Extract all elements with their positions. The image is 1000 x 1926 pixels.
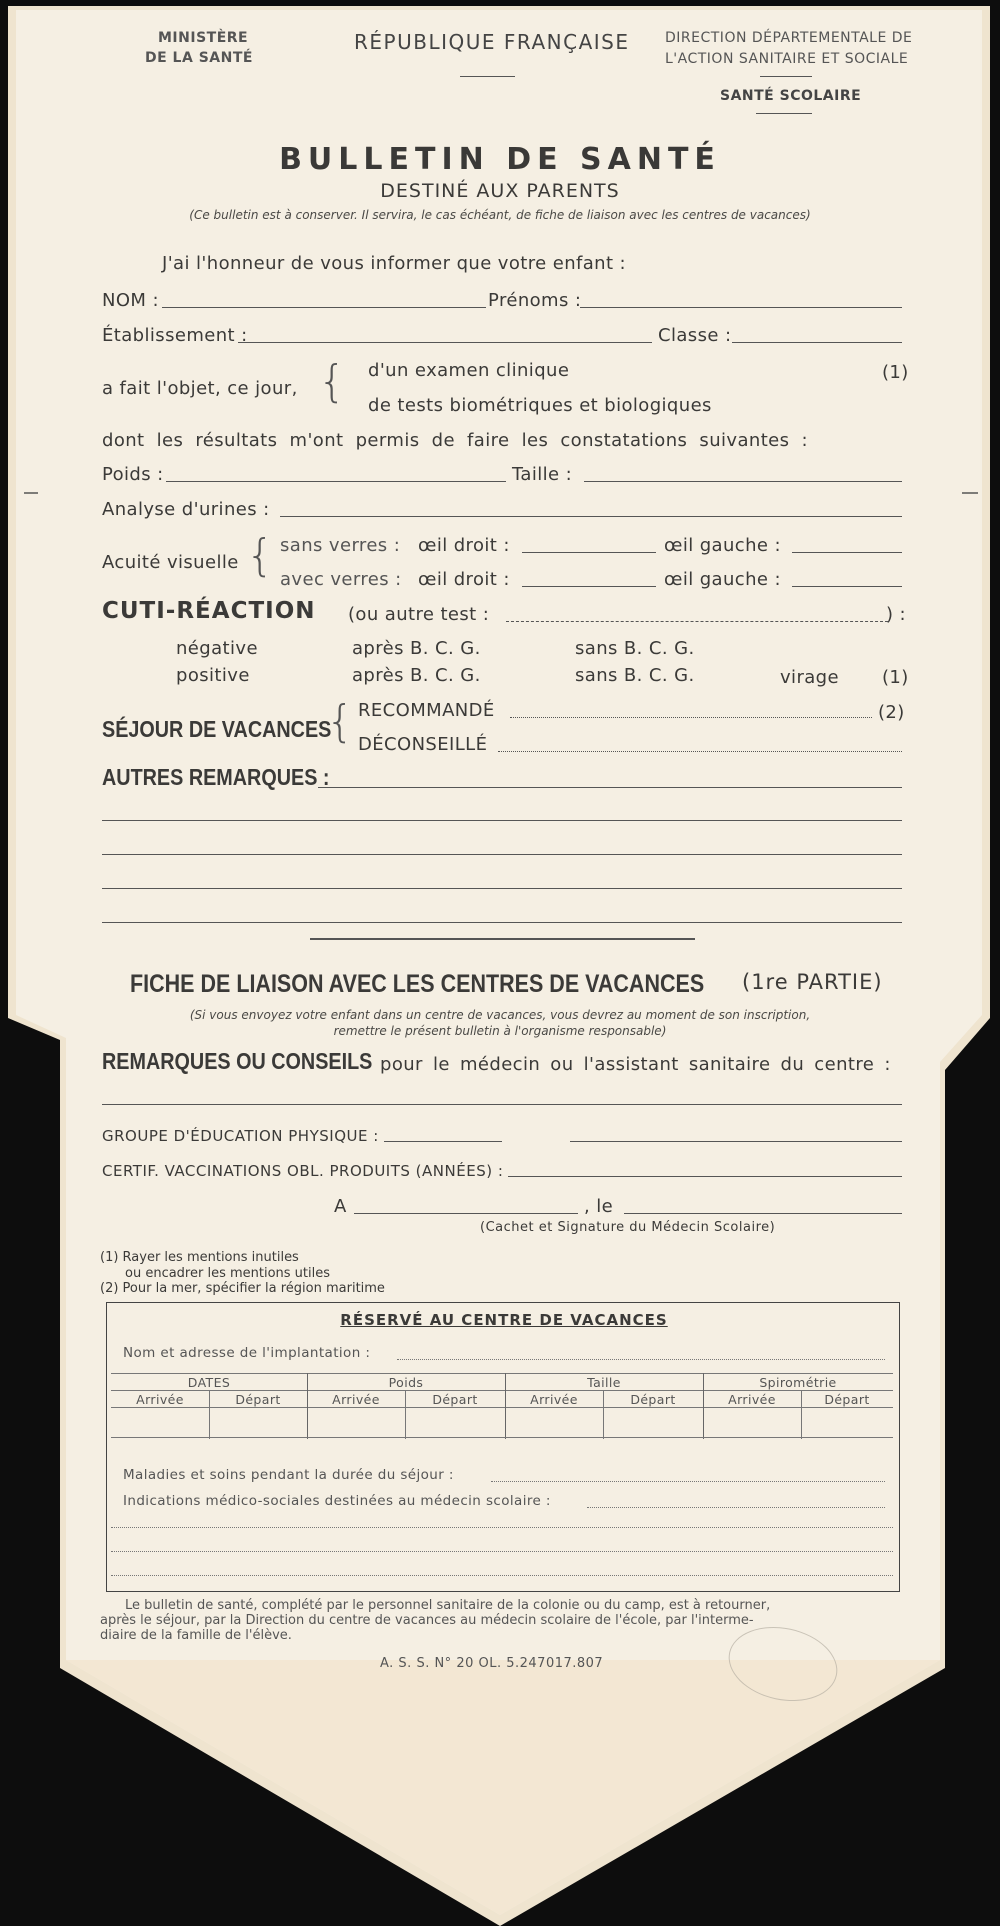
- republic-label: RÉPUBLIQUE FRANÇAISE: [354, 30, 630, 54]
- positive-apres-bcg: après B. C. G.: [352, 665, 481, 686]
- service-rule: [756, 113, 812, 114]
- intro-text: J'ai l'honneur de vous informer que votre enfant :: [162, 253, 627, 274]
- autre-test-close: ) :: [886, 604, 907, 625]
- le-label: , le: [584, 1196, 614, 1217]
- autres-field-1[interactable]: [318, 787, 902, 788]
- col-group-taille: Taille: [587, 1375, 621, 1390]
- avec-verres-od-field[interactable]: [522, 586, 656, 587]
- sans-verres-og-field[interactable]: [792, 552, 902, 553]
- footer-line-3: diaire de la famille de l'élève.: [100, 1628, 292, 1643]
- footer-line-1: Le bulletin de santé, complété par le personnel sanitaire de la colonie ou du camp, est à retourner,: [125, 1598, 771, 1613]
- liaison-title: FICHE DE LIAISON AVEC LES CENTRES DE VACANCES: [130, 970, 705, 998]
- brace-examen: {: [318, 356, 346, 407]
- liaison-part: (1re PARTIE): [742, 970, 883, 994]
- negative-apres-bcg: après B. C. G.: [352, 638, 481, 659]
- autres-field-3[interactable]: [102, 854, 902, 855]
- objet-label: a fait l'objet, ce jour,: [102, 378, 298, 399]
- direction-line-2: L'ACTION SANITAIRE ET SOCIALE: [665, 51, 909, 67]
- col-group-spirometrie: Spirométrie: [759, 1375, 837, 1390]
- nom-adresse-label: Nom et adresse de l'implantation :: [123, 1345, 371, 1361]
- negative-label: négative: [176, 638, 258, 659]
- col-sep-2: [505, 1373, 506, 1439]
- sejour-heading: SÉJOUR DE VACANCES: [102, 716, 332, 742]
- indications-field-4[interactable]: [111, 1575, 893, 1576]
- col-sep-spiro: [801, 1391, 802, 1439]
- table-group-rule: [111, 1390, 893, 1391]
- cuti-heading: CUTI-RÉACTION: [102, 598, 316, 624]
- reserve-title: RÉSERVÉ AU CENTRE DE VACANCES: [340, 1311, 668, 1329]
- deconseille-label: DÉCONSEILLÉ: [358, 734, 488, 755]
- urines-field[interactable]: [280, 516, 902, 517]
- direction-rule: [760, 76, 812, 77]
- positive-sans-bcg: sans B. C. G.: [575, 665, 695, 686]
- sans-verres-od-field[interactable]: [522, 552, 656, 553]
- etablissement-label: Établissement :: [102, 325, 248, 346]
- reserve-box: [106, 1302, 900, 1592]
- classe-label: Classe :: [658, 325, 732, 346]
- spiro-arrivee: Arrivée: [728, 1392, 776, 1407]
- poids-label: Poids :: [102, 464, 164, 485]
- bulletin-subtitle: DESTINÉ AUX PARENTS: [380, 180, 620, 202]
- acuite-label: Acuité visuelle: [102, 552, 239, 573]
- footer-line-2: après le séjour, par la Direction du centre de vacances au médecin scolaire de l'école, par l'interme-: [100, 1613, 754, 1628]
- col-sep-dates: [209, 1391, 210, 1439]
- sans-verres-od-label: œil droit :: [418, 535, 510, 556]
- footnote-1-line-2: ou encadrer les mentions utiles: [125, 1266, 331, 1281]
- maladies-field[interactable]: [491, 1481, 885, 1482]
- footer-reference: A. S. S. N° 20 OL. 5.247017.807: [380, 1656, 604, 1671]
- brace-acuite: {: [246, 530, 274, 581]
- taille-label: Taille :: [512, 464, 573, 485]
- autres-field-5[interactable]: [102, 922, 902, 923]
- certif-label: CERTIF. VACCINATIONS OBL. PRODUITS (ANNÉES) :: [102, 1162, 504, 1180]
- virage-label: virage: [780, 667, 839, 688]
- cachet-label: (Cachet et Signature du Médecin Scolaire): [480, 1220, 776, 1235]
- poids-field[interactable]: [166, 481, 506, 482]
- autres-field-2[interactable]: [102, 820, 902, 821]
- footnote-2: (2) Pour la mer, spécifier la région maritime: [100, 1281, 385, 1296]
- table-top-rule: [111, 1373, 893, 1374]
- recommande-field[interactable]: [510, 717, 872, 718]
- certif-field[interactable]: [508, 1176, 902, 1177]
- direction-line-1: DIRECTION DÉPARTEMENTALE DE: [665, 30, 913, 46]
- avec-verres-od-label: œil droit :: [418, 569, 510, 590]
- service-label: SANTÉ SCOLAIRE: [720, 88, 862, 104]
- col-sep-poids: [405, 1391, 406, 1439]
- dates-arrivee: Arrivée: [136, 1392, 184, 1407]
- recommande-label: RECOMMANDÉ: [358, 700, 495, 721]
- deconseille-field[interactable]: [498, 751, 902, 752]
- liaison-note-1: (Si vous envoyez votre enfant dans un centre de vacances, vous devrez au moment de son inscription,: [189, 1008, 811, 1022]
- positive-label: positive: [176, 665, 250, 686]
- autres-heading: AUTRES REMARQUES :: [102, 764, 330, 790]
- ministry-line-2: DE LA SANTÉ: [145, 50, 253, 66]
- col-sep-1: [307, 1373, 308, 1439]
- taille-depart: Départ: [630, 1392, 676, 1407]
- table-header-rule: [111, 1407, 893, 1408]
- urines-label: Analyse d'urines :: [102, 499, 270, 520]
- col-sep-3: [703, 1373, 704, 1439]
- ministry-line-1: MINISTÈRE: [158, 30, 249, 46]
- a-field[interactable]: [354, 1213, 578, 1214]
- autre-test-field[interactable]: [506, 621, 888, 622]
- section-divider: [310, 938, 695, 940]
- indications-field-2[interactable]: [111, 1527, 893, 1528]
- sans-verres-label: sans verres :: [280, 535, 401, 556]
- maladies-label: Maladies et soins pendant la durée du séjour :: [123, 1467, 454, 1483]
- groupe-field-2[interactable]: [570, 1141, 902, 1142]
- remarques-heading: REMARQUES OU CONSEILS: [102, 1048, 373, 1074]
- avec-verres-label: avec verres :: [280, 569, 402, 590]
- avec-verres-og-label: œil gauche :: [664, 569, 781, 590]
- footnote-1-line-1: (1) Rayer les mentions inutiles: [100, 1250, 299, 1265]
- taille-arrivee: Arrivée: [530, 1392, 578, 1407]
- avec-verres-og-field[interactable]: [792, 586, 902, 587]
- classe-field[interactable]: [732, 342, 902, 343]
- col-sep-taille: [603, 1391, 604, 1439]
- examen-option: d'un examen clinique: [368, 360, 570, 381]
- footnote-ref-1: (1): [882, 362, 909, 383]
- bulletin-title: BULLETIN DE SANTÉ: [279, 142, 721, 177]
- poids-depart: Départ: [432, 1392, 478, 1407]
- footnote-ref-2: (2): [878, 702, 905, 723]
- constat-text: dont les résultats m'ont permis de faire les constatations suivantes :: [102, 430, 809, 451]
- nom-label: NOM :: [102, 290, 159, 311]
- nom-adresse-field[interactable]: [397, 1359, 885, 1360]
- autres-field-4[interactable]: [102, 888, 902, 889]
- le-field[interactable]: [624, 1213, 902, 1214]
- groupe-label: GROUPE D'ÉDUCATION PHYSIQUE :: [102, 1127, 379, 1145]
- a-label: A: [334, 1196, 347, 1217]
- sans-verres-og-label: œil gauche :: [664, 535, 781, 556]
- autre-test-label: (ou autre test :: [348, 604, 490, 625]
- footnote-ref-1b: (1): [882, 667, 909, 688]
- col-group-poids: Poids: [388, 1375, 424, 1390]
- bulletin-note: (Ce bulletin est à conserver. Il servira, le cas échéant, de fiche de liaison avec les centres de vacances): [189, 208, 811, 222]
- brace-sejour: {: [326, 696, 354, 747]
- nom-field[interactable]: [162, 307, 486, 308]
- taille-field[interactable]: [584, 481, 902, 482]
- indications-field-3[interactable]: [111, 1551, 893, 1552]
- remarques-field[interactable]: [102, 1104, 902, 1105]
- header-rule: [460, 76, 515, 77]
- negative-sans-bcg: sans B. C. G.: [575, 638, 695, 659]
- remarques-text: pour le médecin ou l'assistant sanitaire du centre :: [380, 1054, 891, 1075]
- prenoms-label: Prénoms :: [488, 290, 582, 311]
- prenoms-field[interactable]: [580, 307, 902, 308]
- etablissement-field[interactable]: [238, 342, 652, 343]
- liaison-note-2: remettre le présent bulletin à l'organisme responsable): [333, 1024, 667, 1038]
- indications-label: Indications médico-sociales destinées au médecin scolaire :: [123, 1493, 551, 1509]
- tests-option: de tests biométriques et biologiques: [368, 395, 712, 416]
- dates-depart: Départ: [235, 1392, 281, 1407]
- groupe-field-1[interactable]: [384, 1141, 502, 1142]
- indications-field-1[interactable]: [587, 1507, 885, 1508]
- poids-arrivee: Arrivée: [332, 1392, 380, 1407]
- table-bottom-rule: [111, 1437, 893, 1438]
- spiro-depart: Départ: [824, 1392, 870, 1407]
- col-group-dates: DATES: [187, 1375, 231, 1390]
